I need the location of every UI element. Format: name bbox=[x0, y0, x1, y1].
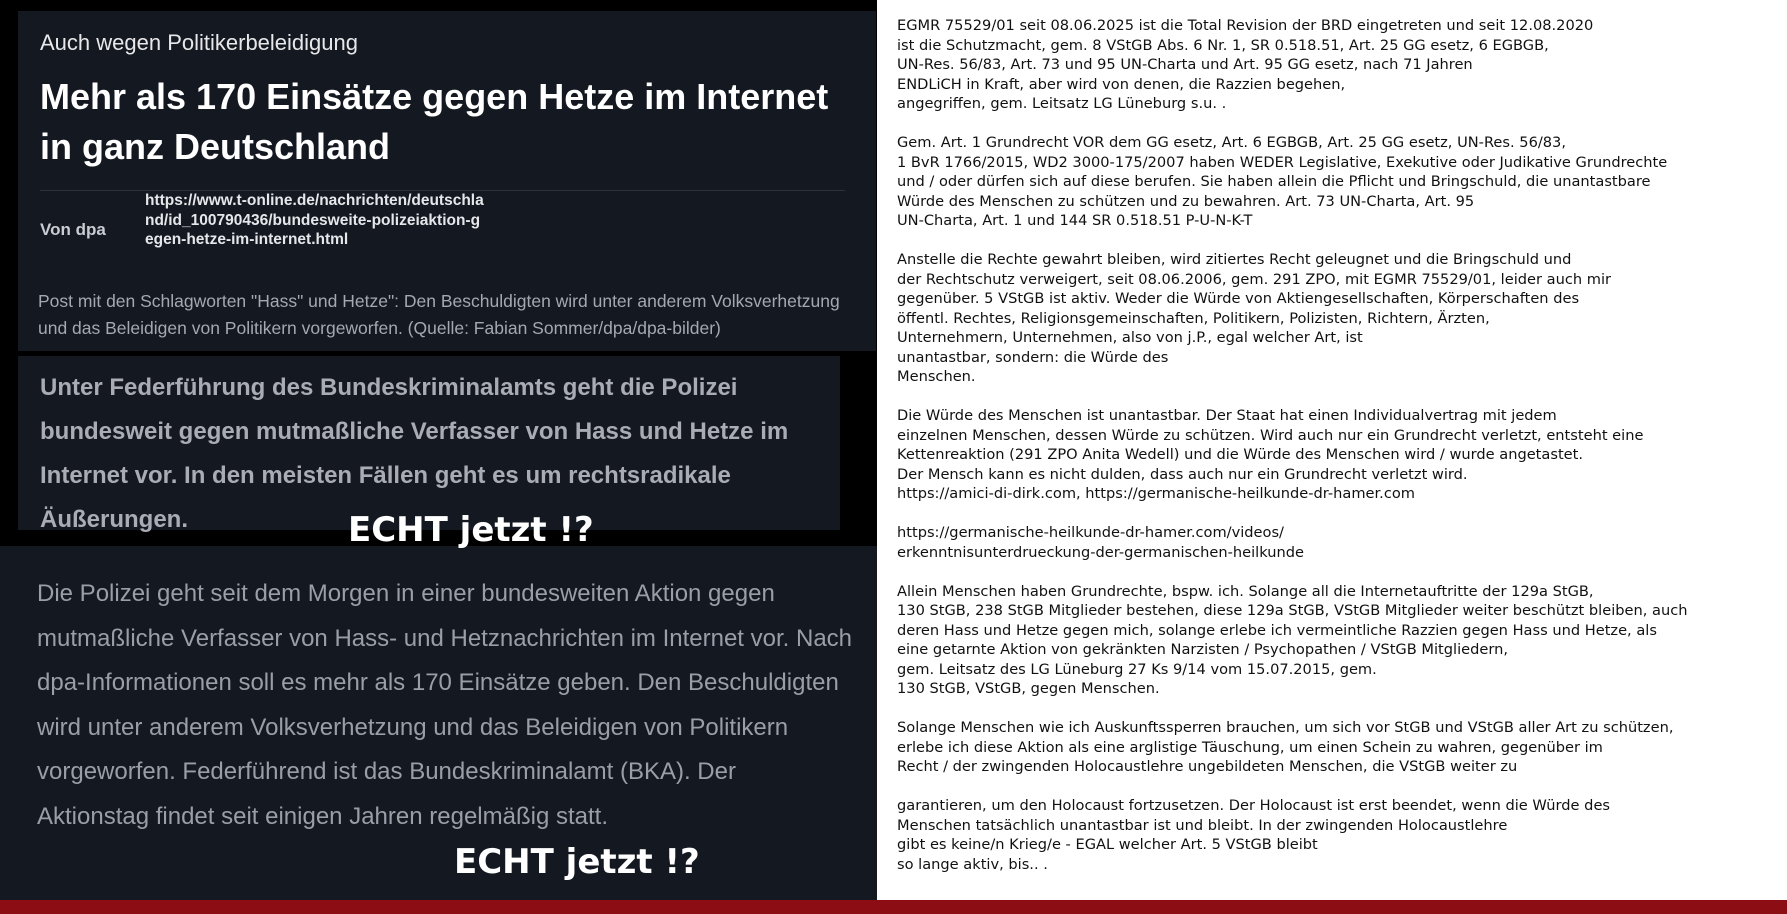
article-pane bbox=[0, 0, 877, 900]
article-kicker: Auch wegen Politikerbeleidigung bbox=[40, 30, 358, 55]
commentary-paragraph: Anstelle die Rechte gewahrt bleiben, wird zitiertes Recht geleugnet und die Bringschuld und der Rechtschutz verweigert, seit 08.06.2006, gem. 291 ZPO, mit EGMR 75529/01, leider auch mir gegenüber. 5 VStGB ist aktiv. Weder die Würde von Aktiengesellschaften, Körperschaften des öffentl. Rechtes, Religionsgemeinschaften, Politikern, Polizisten, Richtern, Ärzten, Unternehmern, Unternehmen, also von j.P., egal welcher Art, ist unantastbar, sondern: die Würde des Menschen. bbox=[897, 251, 1612, 385]
commentary-paragraph: https://germanische-heilkunde-dr-hamer.com/videos/ erkenntnisunterdrueckung-der-germanischen-heilkunde bbox=[897, 524, 1304, 561]
overlay-echt-jetzt-1: ECHT jetzt !? bbox=[348, 510, 594, 550]
commentary-paragraph: Allein Menschen haben Grundrechte, bspw. ich. Solange all die Internetauftritte der 129a StGB, 130 StGB, 238 StGB Mitglieder bestehen, diese 129a StGB, VStGB Mitglieder weiter beschützt bleiben, auch deren Hass und Hetze gegen mich, solange erlebe ich vermeintliche Razzien gegen Hass und Hetze, als eine getarnte Aktion von gekränkten Narzisten / Psychopathen / VStGB Mitgliedern, gem. Leitsatz des LG Lüneburg 27 Ks 9/14 vom 15.07.2015, gem. 130 StGB, VStGB, gegen Menschen. bbox=[897, 582, 1688, 697]
article-headline: Mehr als 170 Einsätze gegen Hetze im Internet in ganz Deutschland bbox=[40, 76, 829, 167]
image-caption: Post mit den Schlagworten "Hass" und Hetze": Den Beschuldigten wird unter anderem Volksverhetzung und das Beleidigen von Politikern vorgeworfen. (Quelle: Fabian Sommer/dpa/dpa-bilder) bbox=[38, 291, 840, 338]
overlay-echt-jetzt-2: ECHT jetzt !? bbox=[454, 842, 700, 882]
commentary-paragraph: EGMR 75529/01 seit 08.06.2025 ist die Total Revision der BRD eingetreten und seit 12.08.2020 ist die Schutzmacht, gem. 8 VStGB Abs. 6 Nr. 1, SR 0.518.51, Art. 25 GG esetz, 6 EGBGB, UN-Res. 56/83, Art. 73 und 95 UN-Charta und Art. 95 GG esetz, nach 71 Jahren ENDLiCH in Kraft, aber wird von denen, die Razzien begehen, angegriffen, gem. Leitsatz LG Lüneburg s.u. . bbox=[897, 17, 1594, 112]
commentary-paragraph: garantieren, um den Holocaust fortzusetzen. Der Holocaust ist erst beendet, wenn die Würde des Menschen tatsächlich unantastbar ist und bleibt. In der zwingenden Holocaustlehre gibt es keine/n Krieg/e - EGAL welcher Art. 5 VStGB bleibt so lange aktiv, bis.. . bbox=[897, 797, 1611, 873]
article-body: Die Polizei geht seit dem Morgen in einer bundesweiten Aktion gegen mutmaßliche Verfasser von Hass- und Hetznachrichten im Internet vor. Nach dpa-Informationen soll es mehr als 170 Einsätze geben. Den Beschuldigten wird unter anderem Volksverhetzung und das Beleidigen von Politikern vorgeworfen. Federführend ist das Bundeskriminalamt (BKA). Der Aktionstag findet seit einigen Jahren regelmäßig statt. bbox=[37, 580, 853, 830]
article-url[interactable]: https://www.t-online.de/nachrichten/deutschland/id_100790436/bundesweite-polizeiaktion-gegen-hetze-im-internet.html bbox=[145, 192, 484, 248]
commentary-text bbox=[897, 16, 1782, 894]
article-lead: Unter Federführung des Bundeskriminalamts geht die Polizei bundesweit gegen mutmaßliche Verfasser von Hass und Hetze im Internet vor. In den meisten Fällen geht es um rechtsradikale Äußerungen. bbox=[40, 374, 789, 533]
commentary-paragraph: Die Würde des Menschen ist unantastbar. Der Staat hat einen Individualvertrag mit jedem einzelnen Menschen, dessen Würde zu schützen. Wird auch nur ein Grundrecht verletzt, entsteht eine Kettenreaktion (291 ZPO Anita Wedell) und die Würde des Menschen wird / wurde angetastet. Der Mensch kann es nicht dulden, dass auch nur ein Grundrecht verletzt wird. https://amici-di-dirk.com, https://germanische-heilkunde-dr-hamer.com bbox=[897, 407, 1644, 502]
footer-bar bbox=[0, 900, 1787, 914]
commentary-paragraph: Gem. Art. 1 Grundrecht VOR dem GG esetz, Art. 6 EGBGB, Art. 25 GG esetz, UN-Res. 56/83, 1 BvR 1766/2015, WD2 3000-175/2007 haben WEDER Legislative, Exekutive oder Judikative Grundrechte und / oder dürfen sich auf diese berufen. Sie haben allein die Pflicht und Bringschuld, die unantastbare Würde des Menschen zu schützen und zu bewahren. Art. 73 UN-Charta, Art. 95 UN-Charta, Art. 1 und 144 SR 0.518.51 P-U-N-K-T bbox=[897, 134, 1668, 229]
commentary-paragraph: Solange Menschen wie ich Auskunftssperren brauchen, um sich vor StGB und VStGB aller Art zu schützen, erlebe ich diese Aktion als eine arglistige Täuschung, um einen Schein zu wahren, gegenüber im Recht / der zwingenden Holocaustlehre ungebildeten Menschen, die VStGB weiter zu bbox=[897, 719, 1674, 775]
article-byline: Von dpa bbox=[40, 220, 106, 239]
commentary-pane bbox=[877, 0, 1787, 900]
